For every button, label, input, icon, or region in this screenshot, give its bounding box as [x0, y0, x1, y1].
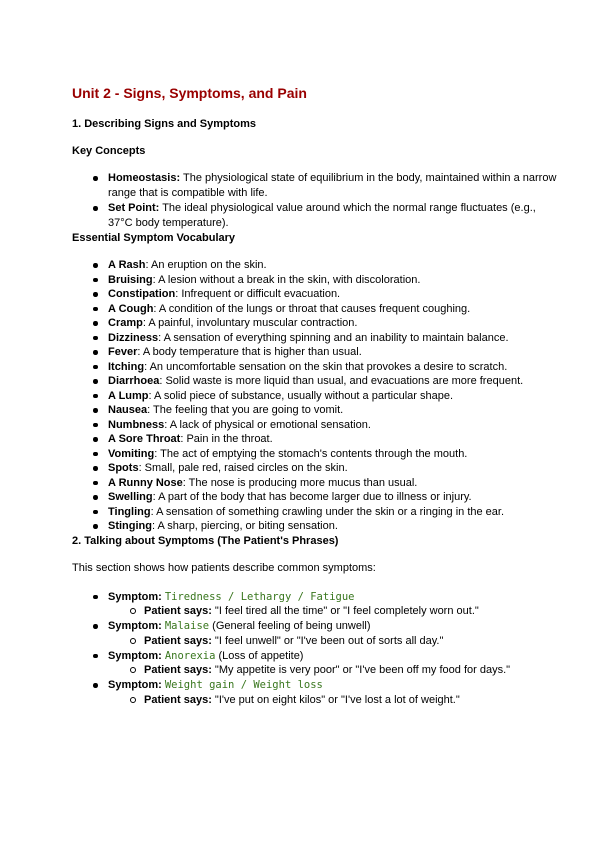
- term: Set Point:: [108, 202, 160, 214]
- definition: The physiological state of equilibrium in the body, maintained within a narrow range that is compatible with life.: [108, 172, 557, 199]
- symptom-item: [108, 619, 560, 649]
- patient-label: Patient says:: [144, 664, 212, 676]
- term: Tingling: [108, 505, 151, 518]
- definition: : A lesion without a break in the skin, with discoloration.: [152, 273, 421, 286]
- term: Spots: [108, 462, 139, 474]
- symptom-label: Symptom:: [108, 649, 162, 662]
- symptom-item: [108, 678, 560, 708]
- patient-phrase-list: [108, 693, 560, 708]
- definition: : A solid piece of substance, usually without a particular shape.: [148, 389, 454, 402]
- symptom-code: Weight gain / Weight loss: [164, 679, 323, 691]
- list-item: [108, 461, 560, 476]
- term: A Sore Throat: [108, 433, 181, 445]
- symptom-code: Tiredness / Lethargy / Fatigue: [164, 590, 355, 603]
- symptom-item: [108, 649, 560, 679]
- list-item: [108, 302, 560, 317]
- symptom-note: (General feeling of being unwell): [209, 620, 371, 632]
- patient-quote: "I've put on eight kilos" or "I've lost a lot of weight.": [211, 693, 460, 706]
- key-concepts-list: [72, 171, 560, 230]
- list-item: [108, 403, 560, 418]
- patient-phrase-list: [108, 634, 560, 649]
- symptom-label: Symptom:: [108, 620, 162, 632]
- section-intro: This section shows how patients describe common symptoms:: [72, 561, 376, 574]
- section-heading: 2. Talking about Symptoms (The Patient's Phrases): [72, 534, 339, 547]
- term: Swelling: [108, 491, 153, 503]
- list-item: [108, 505, 560, 520]
- symptom-list: [72, 590, 560, 708]
- definition: : The act of emptying the stomach's contents through the mouth.: [154, 447, 468, 460]
- page-title: Unit 2 - Signs, Symptoms, and Pain: [72, 85, 307, 101]
- term: A Rash: [108, 259, 146, 271]
- term: A Runny Nose: [108, 476, 183, 489]
- patient-phrase-list: [108, 663, 560, 678]
- definition: : A body temperature that is higher than usual.: [137, 346, 362, 358]
- patient-label: Patient says:: [144, 693, 212, 706]
- definition: : Pain in the throat.: [180, 433, 273, 445]
- patient-phrase-list: [108, 604, 560, 619]
- symptom-label: Symptom:: [108, 590, 162, 603]
- symptom-label: Symptom:: [108, 679, 162, 691]
- term: Fever: [108, 346, 138, 358]
- definition: : An eruption on the skin.: [145, 259, 267, 271]
- list-item: [108, 519, 560, 534]
- vocabulary-list: [72, 258, 560, 534]
- list-item: [108, 273, 560, 288]
- subsection-heading-vocabulary: Essential Symptom Vocabulary: [72, 232, 236, 244]
- list-item: [108, 418, 560, 433]
- patient-phrase: [144, 604, 560, 619]
- list-item: [108, 258, 560, 273]
- definition: : A condition of the lungs or throat that causes frequent coughing.: [153, 302, 471, 315]
- definition: : Infrequent or difficult evacuation.: [175, 288, 341, 300]
- list-item: [108, 432, 560, 447]
- patient-quote: "My appetite is very poor" or "I've been off my food for days.": [211, 664, 511, 676]
- definition: : A part of the body that has become larger due to illness or injury.: [152, 491, 472, 503]
- term: Cramp: [108, 317, 143, 329]
- definition: : An uncomfortable sensation on the skin that provokes a desire to scratch.: [144, 360, 508, 373]
- definition: : A painful, involuntary muscular contraction.: [142, 317, 358, 329]
- section-describing-signs: [72, 117, 560, 534]
- definition: The ideal physiological value around which the normal range fluctuates (e.g., 37°C body temperature).: [108, 202, 536, 229]
- term: Stinging: [108, 520, 152, 532]
- list-item: [108, 490, 560, 505]
- subsection-heading-key-concepts: Key Concepts: [72, 145, 146, 157]
- list-item: [108, 171, 560, 200]
- term: A Lump: [108, 389, 149, 402]
- definition: : Small, pale red, raised circles on the skin.: [138, 462, 348, 474]
- definition: : Solid waste is more liquid than usual, and evacuations are more frequent.: [159, 375, 524, 387]
- definition: : A lack of physical or emotional sensation.: [164, 418, 371, 431]
- list-item: [108, 360, 560, 375]
- patient-phrase: [144, 663, 560, 678]
- definition: : The feeling that you are going to vomit.: [147, 404, 344, 416]
- patient-phrase: [144, 693, 560, 708]
- definition: : The nose is producing more mucus than usual.: [182, 476, 418, 489]
- term: Constipation: [108, 288, 176, 300]
- list-item: [108, 476, 560, 491]
- patient-phrase: [144, 634, 560, 649]
- definition: : A sensation of everything spinning and an inability to maintain balance.: [158, 331, 509, 344]
- list-item: [108, 287, 560, 302]
- term: Diarrhoea: [108, 375, 160, 387]
- list-item: [108, 447, 560, 462]
- symptom-note: (Loss of appetite): [215, 649, 304, 662]
- list-item: [108, 374, 560, 389]
- patient-label: Patient says:: [144, 605, 212, 617]
- list-item: [108, 201, 560, 230]
- term: Dizziness: [108, 331, 159, 344]
- list-item: [108, 316, 560, 331]
- definition: : A sharp, piercing, or biting sensation.: [152, 520, 338, 532]
- list-item: [108, 331, 560, 346]
- term: Bruising: [108, 273, 153, 286]
- section-talking-about-symptoms: [72, 534, 560, 708]
- term: A Cough: [108, 302, 154, 315]
- patient-quote: "I feel unwell" or "I've been out of sorts all day.": [211, 634, 444, 647]
- term: Nausea: [108, 404, 148, 416]
- section-heading: 1. Describing Signs and Symptoms: [72, 118, 256, 130]
- term: Itching: [108, 360, 145, 373]
- patient-label: Patient says:: [144, 634, 212, 647]
- term: Numbness: [108, 418, 165, 431]
- list-item: [108, 389, 560, 404]
- symptom-code: Malaise: [164, 620, 210, 632]
- term: Homeostasis:: [108, 172, 181, 184]
- symptom-item: [108, 590, 560, 620]
- definition: : A sensation of something crawling under the skin or a ringing in the ear.: [150, 505, 505, 518]
- symptom-code: Anorexia: [164, 649, 216, 662]
- term: Vomiting: [108, 447, 155, 460]
- patient-quote: "I feel tired all the time" or "I feel completely worn out.": [211, 605, 479, 617]
- list-item: [108, 345, 560, 360]
